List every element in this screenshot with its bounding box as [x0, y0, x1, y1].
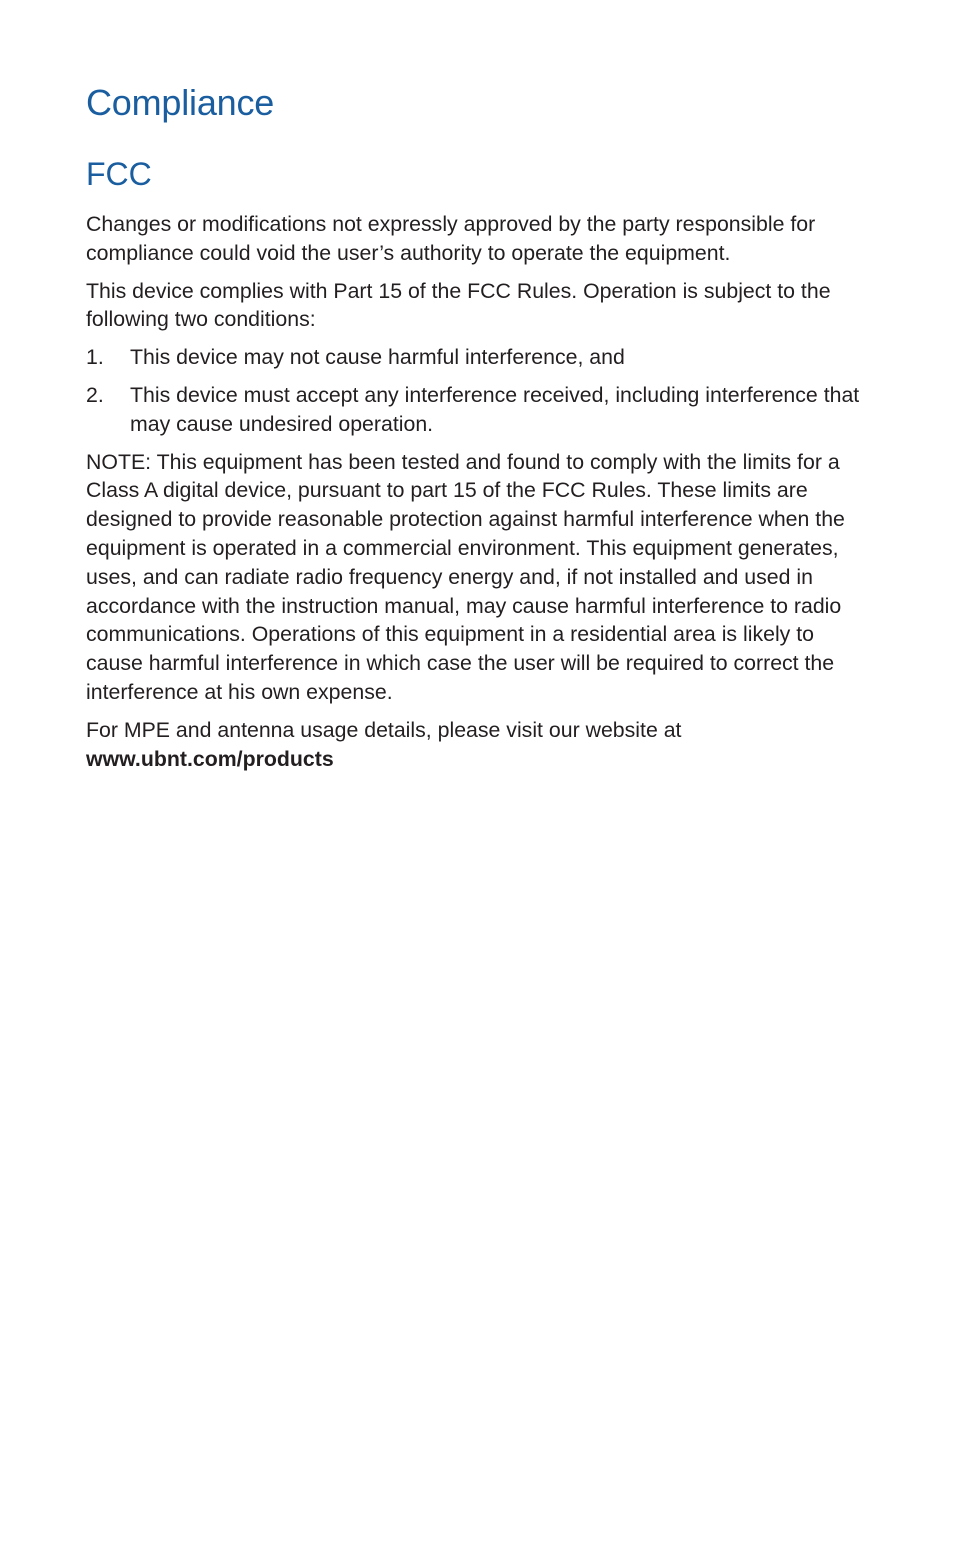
list-item-number: 1. — [86, 345, 104, 370]
mpe-paragraph — [86, 716, 868, 774]
list-item — [86, 381, 868, 439]
part15-paragraph: This device complies with Part 15 of the FCC Rules. Operation is subject to the following two conditions: — [86, 278, 831, 332]
website-link[interactable]: www.ubnt.com/products — [86, 746, 334, 771]
section-title-fcc: FCC — [86, 156, 152, 192]
list-item-text: This device may not cause harmful interference, and — [130, 345, 625, 370]
mpe-text: For MPE and antenna usage details, please visit our website at — [86, 717, 682, 742]
list-item-number: 2. — [86, 382, 104, 407]
fcc-section — [86, 154, 868, 773]
note-paragraph: NOTE: This equipment has been tested and found to comply with the limits for a Class A digital device, pursuant to part 15 of the FCC Rules. These limits are designed to provide reasonable protection against harmful interference when the equipment is operated in a commercial environment. This equipment generates, uses, and can radiate radio frequency energy and, if not installed and used in accordance with the instruction manual, may cause harmful interference to radio communications. Operations of this equipment in a residential area is likely to cause harmful interference in which case the user will be required to correct the interference at his own expense. — [86, 449, 845, 704]
changes-paragraph: Changes or modifications not expressly approved by the party responsible for compliance could void the user’s authority to operate the equipment. — [86, 212, 816, 265]
list-item — [86, 343, 868, 372]
conditions-list — [86, 343, 868, 438]
page-title: Compliance — [86, 82, 275, 123]
list-item-text: This device must accept any interference received, including interference that may cause undesired operation. — [130, 382, 860, 436]
